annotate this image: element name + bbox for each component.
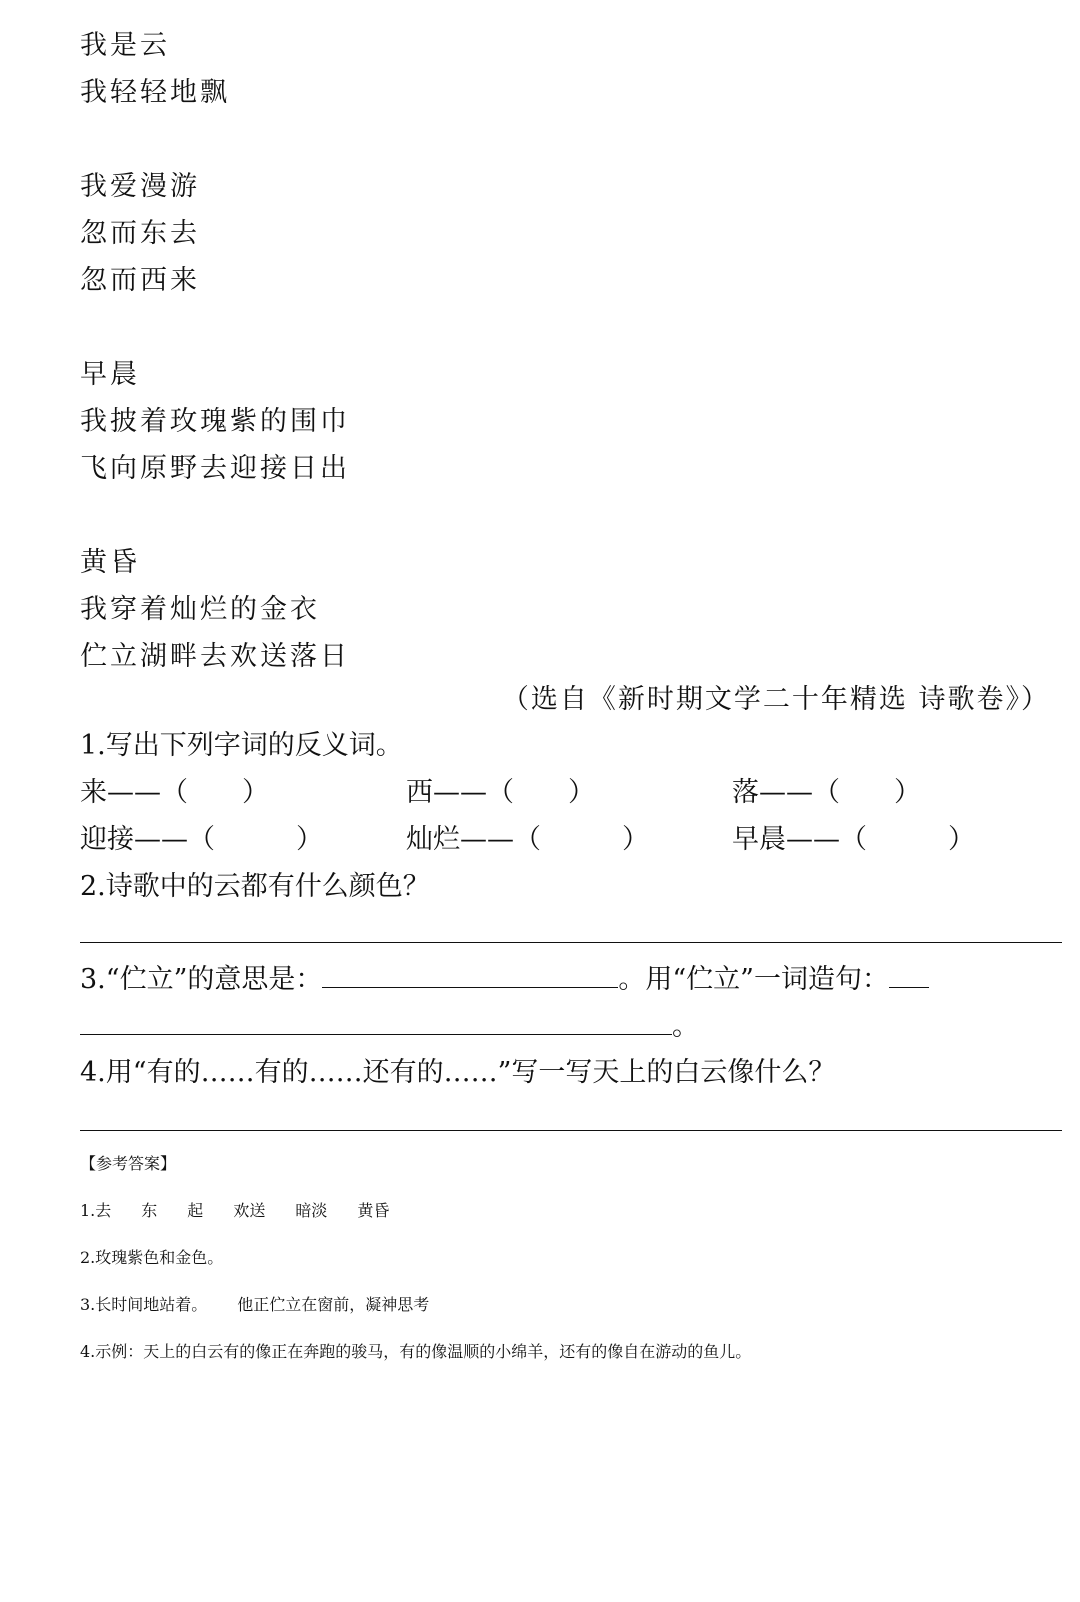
antonym-item[interactable]: 来——（ ） xyxy=(80,777,269,808)
antonym-row-2 xyxy=(80,816,1060,863)
poem-line: 忽而东去 xyxy=(80,218,200,249)
poem-line: 我是云 xyxy=(80,30,170,61)
antonym-item[interactable]: 落——（ ） xyxy=(732,777,921,808)
question-1-prompt: 1.写出下列字词的反义词。 xyxy=(80,730,403,761)
answer-blank-sentence-cont[interactable] xyxy=(80,1002,672,1035)
poem-line: 黄昏 xyxy=(80,547,140,578)
question-3-end: 。 xyxy=(672,1011,699,1042)
question-3-continuation xyxy=(80,1002,699,1049)
answer-1-item: 黄昏 xyxy=(357,1201,390,1220)
poem-line: 我爱漫游 xyxy=(80,171,200,202)
answer-3-part1: 3.长时间地站着。 xyxy=(80,1295,208,1314)
answer-line-q4[interactable] xyxy=(80,1130,1062,1131)
answer-1-item: 东 xyxy=(141,1201,158,1220)
question-3-part1: 3.“伫立”的意思是： xyxy=(80,964,323,995)
antonym-item[interactable]: 迎接——（ ） xyxy=(80,824,323,855)
antonym-item[interactable]: 灿烂——（ ） xyxy=(406,824,649,855)
question-2-prompt: 2.诗歌中的云都有什么颜色？ xyxy=(80,871,430,902)
answer-1 xyxy=(80,1187,389,1234)
antonym-row-1 xyxy=(80,769,1060,816)
answer-3-part2: 他正伫立在窗前，凝神思考 xyxy=(237,1295,430,1314)
poem-line: 早晨 xyxy=(80,359,140,390)
poem-stanza xyxy=(80,539,350,680)
answer-2: 2.玫瑰紫色和金色。 xyxy=(80,1248,224,1267)
answer-1-item: 暗淡 xyxy=(295,1201,328,1220)
poem-line: 飞向原野去迎接日出 xyxy=(80,453,350,484)
antonym-item[interactable]: 早晨——（ ） xyxy=(732,824,975,855)
answers-heading: 【参考答案】 xyxy=(80,1154,177,1173)
answer-1-item: 去 xyxy=(95,1201,112,1220)
answer-blank-meaning[interactable] xyxy=(322,955,618,988)
answer-1-prefix: 1. xyxy=(80,1201,96,1220)
antonym-item[interactable]: 西——（ ） xyxy=(406,777,595,808)
poem-line: 我穿着灿烂的金衣 xyxy=(80,594,320,625)
answer-4: 4.示例：天上的白云有的像正在奔跑的骏马，有的像温顺的小绵羊，还有的像自在游动的鱼儿。 xyxy=(80,1342,752,1361)
poem-line: 伫立湖畔去欢送落日 xyxy=(80,641,350,672)
question-4-prompt: 4.用“有的……有的……还有的……”写一写天上的白云像什么？ xyxy=(80,1057,836,1088)
poem-stanza xyxy=(80,351,350,492)
poem-line: 忽而西来 xyxy=(80,265,200,296)
poem-line: 我披着玫瑰紫的围巾 xyxy=(80,406,350,437)
answer-line-q2[interactable] xyxy=(80,942,1062,943)
poem xyxy=(80,22,350,680)
poem-line: 我轻轻地飘 xyxy=(80,77,230,108)
poem-stanza xyxy=(80,22,350,116)
question-3-part2: 。用“伫立”一词造句： xyxy=(618,964,889,995)
poem-stanza xyxy=(80,163,350,304)
question-3-line xyxy=(80,955,1062,1002)
answer-3 xyxy=(80,1281,429,1328)
poem-source: （选自《新时期文学二十年精选 诗歌卷》） xyxy=(501,684,1050,715)
answer-blank-sentence[interactable] xyxy=(889,955,929,988)
answer-1-item: 起 xyxy=(187,1201,204,1220)
answer-1-item: 欢送 xyxy=(233,1201,266,1220)
